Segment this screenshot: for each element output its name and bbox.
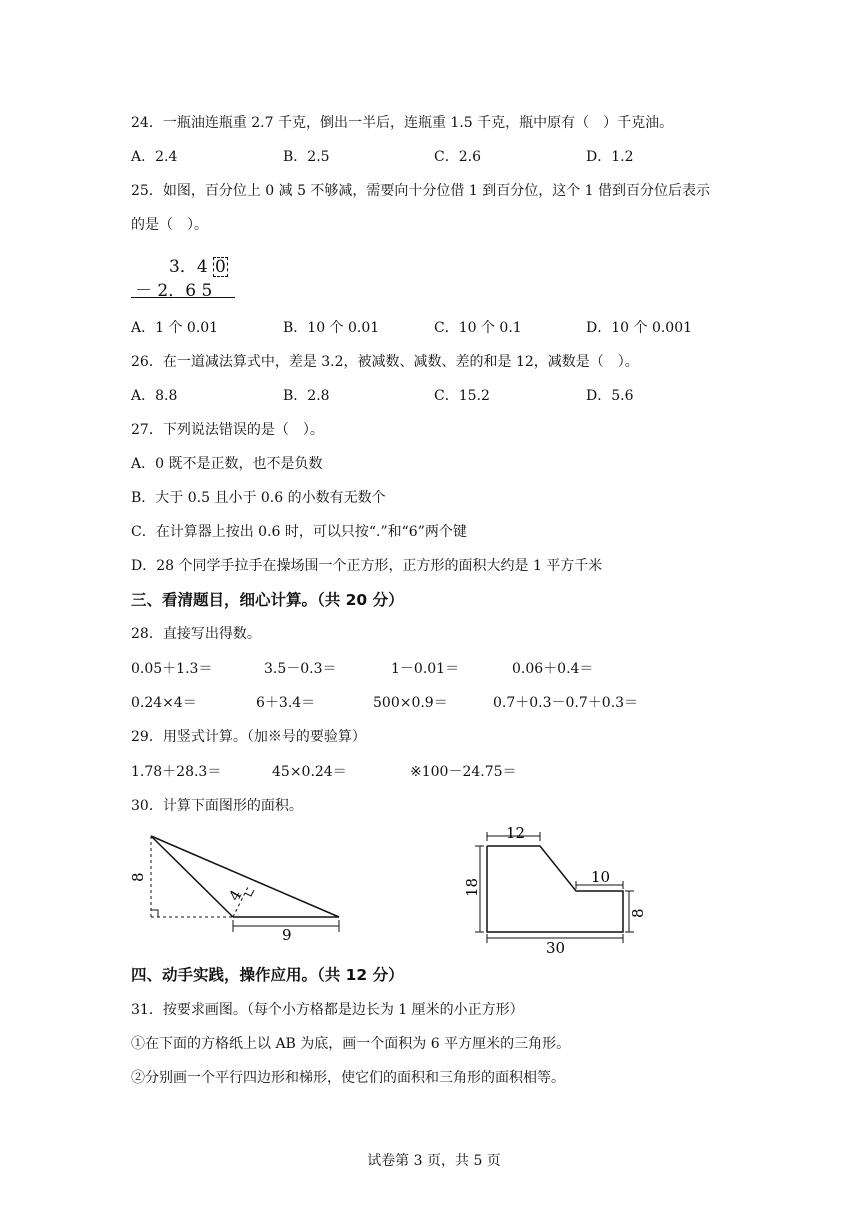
page-footer: 试卷第 3 页，共 5 页 (367, 1153, 501, 1169)
q26-option-c[interactable]: C．15.2 (434, 388, 490, 404)
q26-stem: 26．在一道减法算式中，差是 3.2，被减数、减数、差的和是 12，减数是（ ）。 (131, 354, 639, 370)
q27-option-c[interactable]: C．在计算器上按出 0.6 时，可以只按“.”和“6”两个键 (131, 524, 467, 540)
q25-row1-digits: 3．4 (169, 257, 208, 277)
q29-item-2: 45×0.24＝ (272, 764, 347, 780)
fig2-label-12: 12 (506, 824, 526, 842)
q27-option-b[interactable]: B．大于 0.5 且小于 0.6 的小数有无数个 (131, 490, 386, 506)
q30-figure-polygon (460, 822, 645, 957)
q24-stem: 24．一瓶油连瓶重 2.7 千克，倒出一半后，连瓶重 1.5 千克，瓶中原有（ ）千克油。 (131, 115, 674, 131)
fig2-label-18: 18 (463, 877, 481, 897)
q28-r2-c3: 500×0.9＝ (373, 695, 448, 711)
q25-stem-line2: 的是（ ）。 (131, 217, 208, 233)
q28-r1-c1: 0.05＋1.3＝ (131, 661, 213, 677)
fig1-edge-left (151, 836, 233, 917)
fig2-label-8: 8 (629, 908, 647, 918)
q25-borrowed-digit-box: 0 (215, 257, 226, 277)
q27-option-d[interactable]: D．28 个同学手拉手在操场围一个正方形，正方形的面积大约是 1 平方千米 (131, 558, 603, 574)
q25-stem-line1: 25．如图，百分位上 0 减 5 不够减，需要向十分位借 1 到百分位，这个 1 借到百分位后表示 (131, 183, 711, 199)
q28-r2-c1: 0.24×4＝ (131, 695, 197, 711)
fig1-label-8: 8 (129, 872, 147, 882)
q25-sum-line (131, 297, 235, 298)
q28-r1-c3: 1－0.01＝ (391, 661, 460, 677)
fig1-edge-top (151, 836, 339, 917)
q27-option-a[interactable]: A．0 既不是正数，也不是负数 (131, 456, 323, 472)
q24-option-a[interactable]: A．2.4 (131, 149, 178, 165)
fig2-label-10: 10 (591, 868, 611, 886)
q25-vertical-subtraction (131, 250, 241, 300)
q31-item-1: ①在下面的方格纸上以 AB 为底，画一个面积为 6 平方厘米的三角形。 (131, 1036, 571, 1052)
fig1-right-angle-1 (151, 910, 158, 917)
q28-r1-c2: 3.5－0.3＝ (264, 661, 337, 677)
q30-figure-triangles (125, 828, 355, 943)
q29-stem: 29．用竖式计算。（加※号的要验算） (131, 729, 366, 745)
fig2-label-30: 30 (546, 939, 566, 957)
q31-item-2: ②分别画一个平行四边形和梯形，使它们的面积和三角形的面积相等。 (131, 1070, 565, 1086)
q26-option-a[interactable]: A．8.8 (131, 388, 178, 404)
q26-option-d[interactable]: D．5.6 (586, 388, 634, 404)
q28-stem: 28．直接写出得数。 (131, 626, 261, 642)
section3-title: 三、看清题目，细心计算。（共 20 分） (131, 591, 404, 609)
fig1-label-9: 9 (282, 926, 292, 944)
q27-stem: 27．下列说法错误的是（ ）。 (131, 422, 324, 438)
section4-title: 四、动手实践，操作应用。（共 12 分） (131, 966, 404, 984)
q30-stem: 30．计算下面图形的面积。 (131, 798, 303, 814)
q25-option-a[interactable]: A．1 个 0.01 (131, 320, 219, 336)
q25-option-d[interactable]: D．10 个 0.001 (586, 320, 693, 336)
q25-row2: － 2．6 5 (135, 281, 213, 301)
q24-option-c[interactable]: C．2.6 (434, 149, 481, 165)
q25-option-b[interactable]: B．10 个 0.01 (283, 320, 380, 336)
q28-r2-c2: 6＋3.4＝ (256, 695, 316, 711)
fig1-right-angle-2 (245, 890, 254, 896)
q29-item-1: 1.78＋28.3＝ (131, 764, 222, 780)
fig2-outline (487, 846, 623, 932)
q26-option-b[interactable]: B．2.8 (283, 388, 330, 404)
fig1-label-4: 4 (225, 886, 246, 904)
q24-option-d[interactable]: D．1.2 (586, 149, 634, 165)
q29-item-3: ※100－24.75＝ (410, 764, 517, 780)
q28-r1-c4: 0.06＋0.4＝ (512, 661, 594, 677)
q24-option-b[interactable]: B．2.5 (283, 149, 330, 165)
q28-r2-c4: 0.7＋0.3－0.7＋0.3＝ (493, 695, 639, 711)
q31-stem: 31．按要求画图。（每个小方格都是边长为 1 厘米的小正方形） (131, 1002, 524, 1018)
q25-option-c[interactable]: C．10 个 0.1 (434, 320, 522, 336)
